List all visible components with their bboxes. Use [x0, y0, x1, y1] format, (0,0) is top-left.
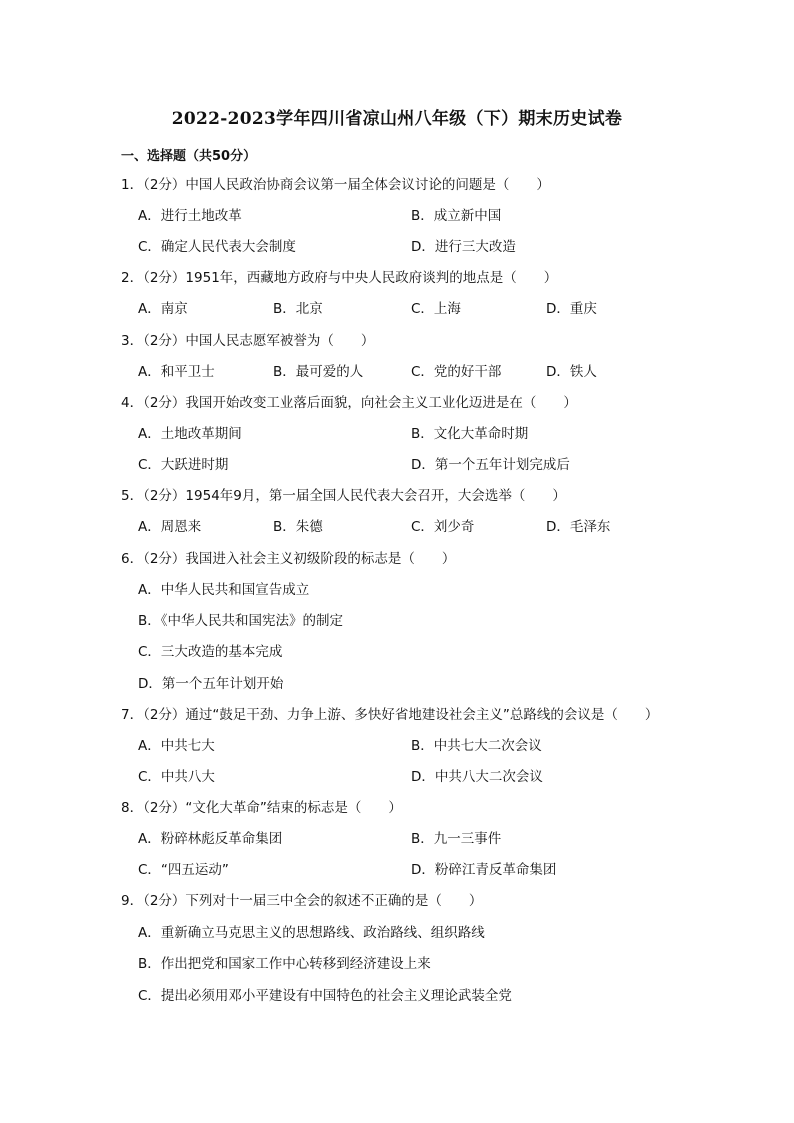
question-stem: 5．（2分）1954年9月，第一届全国人民代表大会召开，大会选举（ ）: [121, 488, 566, 504]
option: B．朱德: [273, 519, 323, 535]
option: A．重新确立马克思主义的思想路线、政治路线、组织路线: [138, 925, 485, 941]
option: C．“四五运动”: [138, 862, 229, 878]
option: C．大跃进时期: [138, 457, 229, 473]
option: C．刘少奇: [411, 519, 475, 535]
option: A．和平卫士: [138, 364, 215, 380]
question-stem: 3．（2分）中国人民志愿军被誉为（ ）: [121, 333, 375, 349]
option: C．三大改造的基本完成: [138, 644, 283, 660]
option: D．毛泽东: [546, 519, 611, 535]
option: B．《中华人民共和国宪法》的制定: [138, 613, 344, 629]
question-stem: 1．（2分）中国人民政治协商会议第一届全体会议讨论的问题是（ ）: [121, 177, 550, 193]
option: D．第一个五年计划完成后: [411, 457, 570, 473]
option: B．九一三事件: [411, 831, 502, 847]
option: D．第一个五年计划开始: [138, 676, 284, 692]
question-stem: 4．（2分）我国开始改变工业落后面貌，向社会主义工业化迈进是在（ ）: [121, 395, 577, 411]
option: A．中华人民共和国宣告成立: [138, 582, 310, 598]
option: C．确定人民代表大会制度: [138, 239, 296, 255]
option: D．进行三大改造: [411, 239, 516, 255]
question-stem: 8．（2分）“文化大革命”结束的标志是（ ）: [121, 800, 402, 816]
option: D．重庆: [546, 301, 597, 317]
option: A．中共七大: [138, 738, 215, 754]
option: D．中共八大二次会议: [411, 769, 543, 785]
option: B．北京: [273, 301, 323, 317]
option: A．土地改革期间: [138, 426, 242, 442]
question-stem: 9．（2分）下列对十一届三中全会的叙述不正确的是（ ）: [121, 893, 483, 909]
option: D．粉碎江青反革命集团: [411, 862, 557, 878]
option: B．中共七大二次会议: [411, 738, 542, 754]
option: A．周恩来: [138, 519, 202, 535]
option: D．铁人: [546, 364, 597, 380]
option: B．作出把党和国家工作中心转移到经济建设上来: [138, 956, 431, 972]
option: C．党的好干部: [411, 364, 502, 380]
option: A．进行土地改革: [138, 208, 242, 224]
question-stem: 2．（2分）1951年，西藏地方政府与中央人民政府谈判的地点是（ ）: [121, 270, 558, 286]
option: A．南京: [138, 301, 188, 317]
option: B．成立新中国: [411, 208, 502, 224]
question-stem: 6．（2分）我国进入社会主义初级阶段的标志是（ ）: [121, 551, 456, 567]
option: C．中共八大: [138, 769, 215, 785]
question-stem: 7．（2分）通过“鼓足干劲、力争上游、多快好省地建设社会主义”总路线的会议是（ ）: [121, 707, 659, 723]
option: B．最可爱的人: [273, 364, 364, 380]
option: C．提出必须用邓小平建设有中国特色的社会主义理论武装全党: [138, 988, 512, 1004]
option: B．文化大革命时期: [411, 426, 529, 442]
exam-title: 2022-2023学年四川省凉山州八年级（下）期末历史试卷: [171, 109, 623, 129]
section-heading: 一、选择题（共50分）: [121, 149, 257, 164]
option: A．粉碎林彪反革命集团: [138, 831, 283, 847]
option: C．上海: [411, 301, 461, 317]
